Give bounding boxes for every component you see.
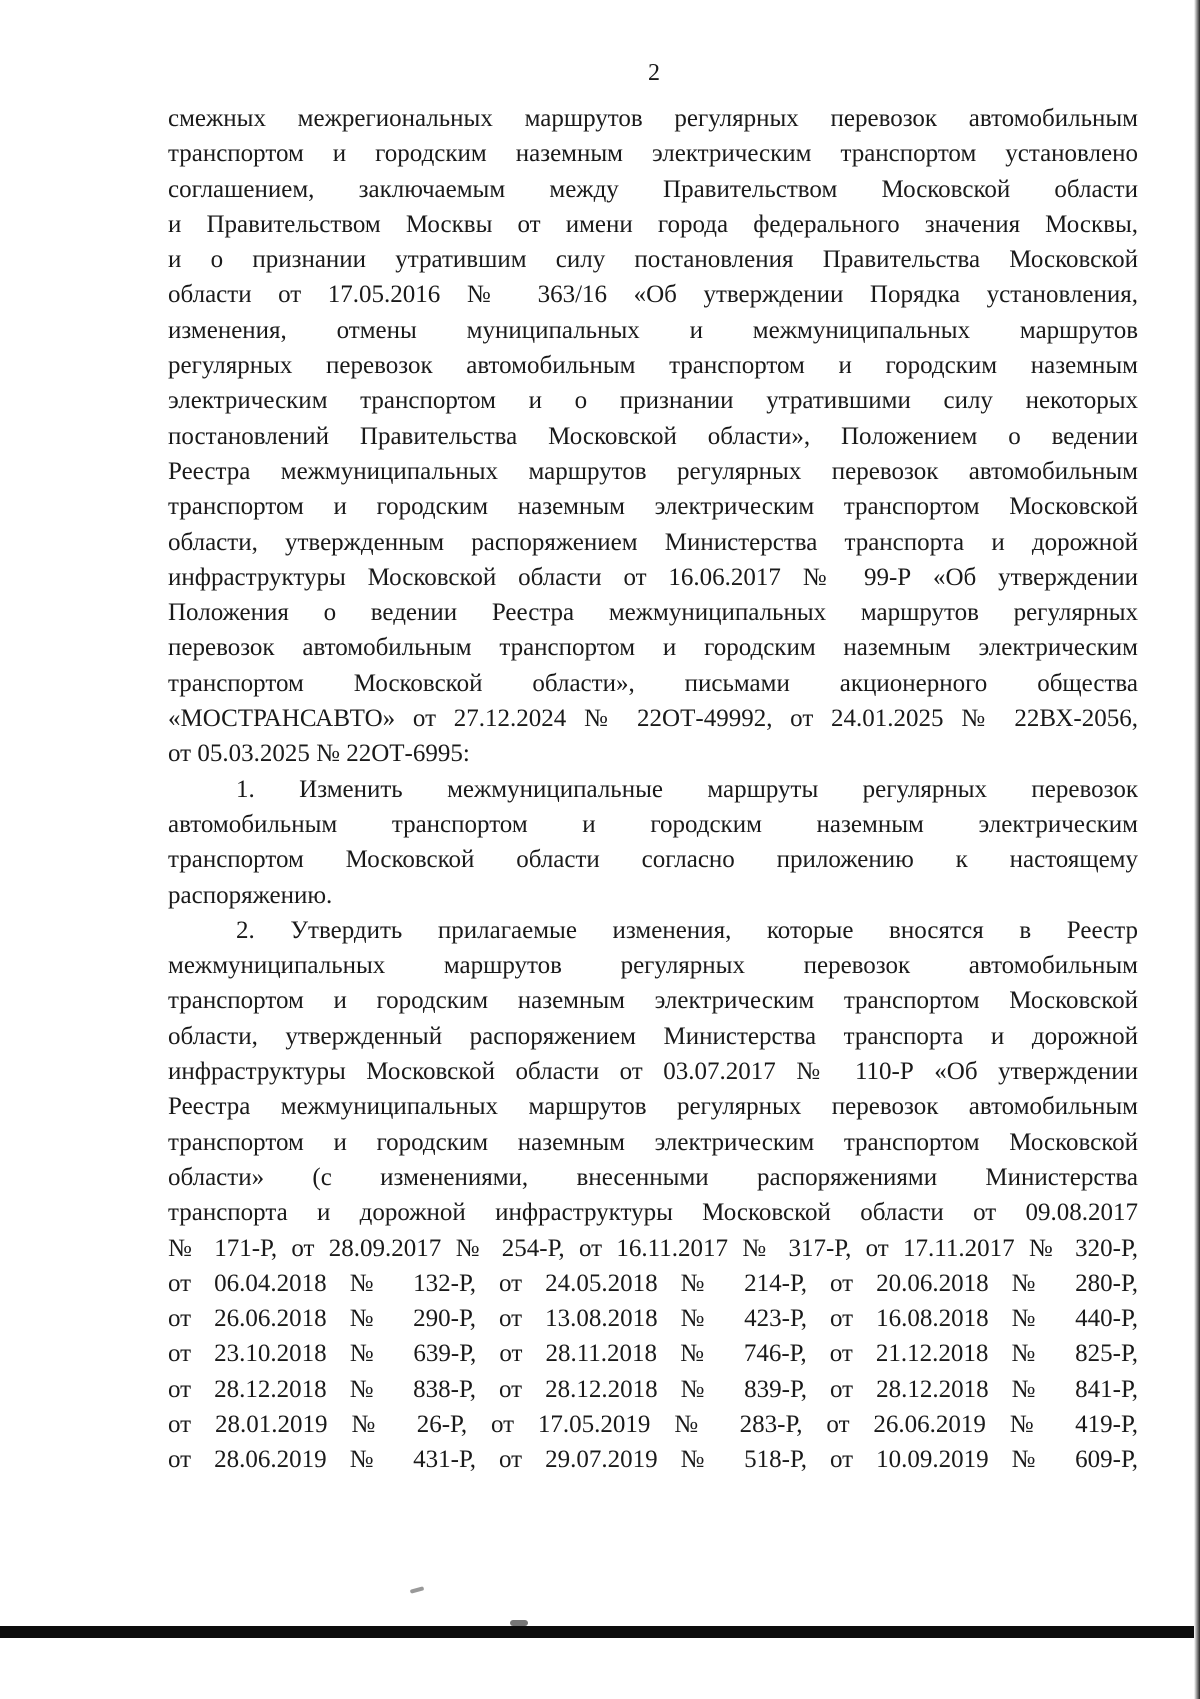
- text-line: области, утвержденным распоряжением Министерства транспорта и дорожной: [168, 528, 1138, 556]
- text-line: транспортом и городским наземным электрическим транспортом установлено: [168, 140, 1138, 168]
- text-line: от 28.01.2019 № 26-Р, от 17.05.2019 № 283-Р, от 26.06.2019 № 419-Р,: [168, 1410, 1138, 1438]
- text-line: области» (с изменениями, внесенными распоряжениями Министерства: [168, 1163, 1138, 1191]
- text-line: Реестра межмуниципальных маршрутов регулярных перевозок автомобильным: [168, 457, 1138, 485]
- text-line: межмуниципальных маршрутов регулярных перевозок автомобильным: [168, 952, 1138, 980]
- scan-bottom-edge: [0, 1626, 1200, 1638]
- text-line: соглашением, заключаемым между Правительством Московской области: [168, 175, 1138, 203]
- text-line: № 171-Р, от 28.09.2017 № 254-Р, от 16.11.2017 № 317-Р, от 17.11.2017 № 320-Р,: [168, 1234, 1138, 1262]
- text-line: «МОСТРАНСАВТО» от 27.12.2024 № 22ОТ-49992, от 24.01.2025 № 22ВХ-2056,: [168, 705, 1138, 733]
- scan-speck: [410, 1586, 425, 1593]
- text-line: транспортом и городским наземным электрическим транспортом Московской: [168, 1128, 1138, 1156]
- text-line: инфраструктуры Московской области от 16.06.2017 № 99-Р «Об утверждении: [168, 563, 1138, 591]
- text-line: смежных межрегиональных маршрутов регулярных перевозок автомобильным: [168, 105, 1138, 132]
- text-line: транспортом Московской области согласно приложению к настоящему: [168, 846, 1138, 874]
- text-line: от 28.12.2018 № 838-Р, от 28.12.2018 № 839-Р, от 28.12.2018 № 841-Р,: [168, 1375, 1138, 1403]
- text-line: Положения о ведении Реестра межмуниципальных маршрутов регулярных: [168, 599, 1138, 627]
- paragraph-item-1: [168, 772, 1138, 913]
- text-line: Реестра межмуниципальных маршрутов регулярных перевозок автомобильным: [168, 1093, 1138, 1121]
- text-line: распоряжению.: [168, 881, 333, 909]
- scan-right-edge: [1194, 0, 1200, 1699]
- text-line: от 06.04.2018 № 132-Р, от 24.05.2018 № 214-Р, от 20.06.2018 № 280-Р,: [168, 1269, 1138, 1297]
- text-line: автомобильным транспортом и городским наземным электрическим: [168, 810, 1138, 838]
- text-line: транспортом и городским наземным электрическим транспортом Московской: [168, 987, 1138, 1015]
- text-line: от 23.10.2018 № 639-Р, от 28.11.2018 № 746-Р, от 21.12.2018 № 825-Р,: [168, 1340, 1138, 1368]
- text-line: области, утвержденный распоряжением Министерства транспорта и дорожной: [168, 1022, 1138, 1050]
- text-line: 1. Изменить межмуниципальные маршруты регулярных перевозок: [236, 775, 1138, 803]
- text-line: перевозок автомобильным транспортом и городским наземным электрическим: [168, 634, 1138, 662]
- text-line: постановлений Правительства Московской области», Положением о ведении: [168, 422, 1138, 450]
- text-line: и о признании утратившим силу постановления Правительства Московской: [168, 246, 1138, 274]
- page-number: 2: [648, 60, 660, 86]
- text-line: области от 17.05.2016 № 363/16 «Об утверждении Порядка установления,: [168, 281, 1138, 309]
- text-line: транспортом и городским наземным электрическим транспортом Московской: [168, 493, 1138, 521]
- text-line: и Правительством Москвы от имени города федерального значения Москвы,: [168, 210, 1138, 238]
- text-line: от 26.06.2018 № 290-Р, от 13.08.2018 № 423-Р, от 16.08.2018 № 440-Р,: [168, 1305, 1138, 1333]
- text-line: электрическим транспортом и о признании утратившими силу некоторых: [168, 387, 1138, 415]
- paragraph-item-2: [168, 913, 1138, 1478]
- text-line: инфраструктуры Московской области от 03.07.2017 № 110-Р «Об утверждении: [168, 1058, 1138, 1086]
- paragraph-preamble: [168, 101, 1138, 772]
- text-line: транспорта и дорожной инфраструктуры Московской области от 09.08.2017: [168, 1199, 1138, 1227]
- text-line: транспортом Московской области», письмами акционерного общества: [168, 669, 1138, 697]
- text-line: регулярных перевозок автомобильным транспортом и городским наземным: [168, 352, 1138, 380]
- document-body: [168, 101, 1138, 1478]
- text-line: изменения, отмены муниципальных и межмуниципальных маршрутов: [168, 316, 1138, 344]
- text-line: 2. Утвердить прилагаемые изменения, которые вносятся в Реестр: [236, 916, 1138, 944]
- text-line: от 28.06.2019 № 431-Р, от 29.07.2019 № 518-Р, от 10.09.2019 № 609-Р,: [168, 1446, 1138, 1474]
- text-line: от 05.03.2025 № 22ОТ-6995:: [168, 740, 470, 768]
